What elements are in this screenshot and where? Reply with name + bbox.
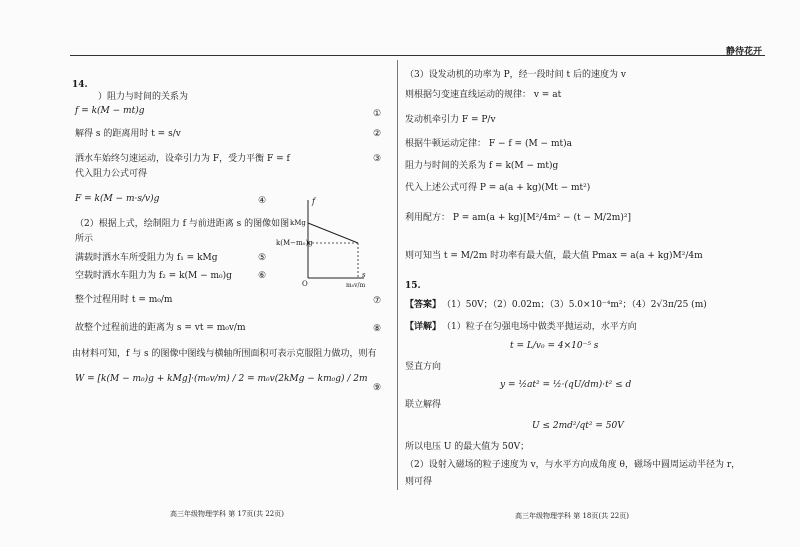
detail-line-3: 竖直方向 [405, 362, 442, 372]
header-label: 静待花开 [725, 47, 762, 57]
left-line-7: （2）根据上式，绘制阻力 f 与前进距离 s 的图像如图 [75, 219, 290, 229]
detail-line-9: 则可得 [405, 477, 433, 487]
eq-num-6: ⑥ [258, 271, 267, 281]
header-rule [70, 55, 765, 56]
graph-x-axis-label: s [362, 271, 366, 279]
detail-line-5: 联立解得 [405, 400, 442, 410]
detail-line-6: U ≤ 2md²/qt² = 50V [532, 421, 624, 431]
right-line-6: 代入上述公式可得 P = a(a + kg)(Mt − mt²) [405, 183, 591, 193]
right-line-1: （3）设发动机的功率为 P，经一段时间 t 后的速度为 v [405, 70, 626, 80]
left-line-14: W = [k(M − m₀)g + kMg]·(m₀v/m) / 2 = m₀v(2kMg − km₀g) / 2m [75, 374, 368, 384]
left-line-1: ）阻力与时间的关系为 [98, 92, 189, 102]
right-line-4: 根据牛顿运动定律： F − f = (M − mt)a [405, 139, 572, 149]
column-divider [397, 60, 398, 490]
answer-tag: 【答案】 [405, 300, 442, 310]
right-line-8: 则可知当 t = M/2m 时功率有最大值，最大值 Pmax = a(a + kg)M²/4m [405, 251, 703, 261]
left-line-6: F = k(M − m·s/v)g [75, 194, 160, 204]
detail-line-2: t = L/v₀ = 4×10⁻⁵ s [510, 341, 599, 351]
eq-num-2: ② [373, 129, 382, 139]
graph-y-bottom-label: k(M−m₀)g [276, 239, 313, 247]
detail-line-8: （2）设射入磁场的粒子速度为 v，与水平方向成角度 θ，磁场中圆周运动半径为 r， [405, 460, 741, 470]
left-line-10: 空载时洒水车阻力为 f₂ = k(M − m₀)g [75, 271, 232, 281]
left-line-8: 所示 [75, 234, 94, 244]
problem-14-number: 14. [72, 80, 88, 90]
detail-line-1: （1）粒子在匀强电场中做类平抛运动，水平方向 [442, 322, 637, 332]
detail-line-7: 所以电压 U 的最大值为 50V； [405, 442, 530, 452]
left-line-3: 解得 s 的距离用时 t = s/v [75, 129, 181, 139]
left-line-5: 代入阻力公式可得 [75, 169, 148, 179]
detail-line-4: y = ½at² = ½·(qU/dm)·t² ≤ d [500, 380, 632, 390]
graph-y-top-label: kMg [290, 219, 306, 227]
eq-num-8: ⑧ [373, 324, 382, 334]
left-line-2: f = k(M − mt)g [75, 106, 145, 116]
left-line-9: 满载时洒水车所受阻力为 f₁ = kMg [75, 253, 218, 263]
answer-text: （1）50V；（2）0.02m；（3）5.0×10⁻⁴m²；（4）2√3π/25 (m) [442, 300, 707, 310]
footer-left: 高三年级物理学科 第 17页(共 22页) [170, 510, 284, 518]
eq-num-7: ⑦ [373, 296, 382, 306]
eq-num-3: ③ [373, 154, 382, 164]
right-line-7: 利用配方： P = am(a + kg)[M²/4m² − (t − M/2m)²] [405, 213, 631, 223]
eq-num-4: ④ [258, 196, 267, 206]
right-line-5: 阻力与时间的关系为 f = k(M − mt)g [405, 161, 559, 171]
left-line-13: 由材料可知，f 与 s 的图像中图线与横轴所围面积可表示克服阻力做功，则有 [72, 349, 377, 359]
graph-y-axis-label: f [312, 197, 315, 206]
eq-num-9: ⑨ [373, 383, 382, 393]
detail-tag: 【详解】 [405, 322, 442, 332]
footer-right: 高三年级物理学科 第 18页(共 22页) [515, 512, 629, 520]
problem-15-number: 15. [405, 281, 421, 291]
right-line-2: 则根据匀变速直线运动的规律： v = at [405, 90, 562, 100]
left-line-11: 整个过程用时 t = m₀/m [75, 295, 173, 305]
graph-origin-label: O [302, 280, 308, 288]
right-line-3: 发动机牵引力 F = P/v [405, 115, 496, 125]
left-line-4: 洒水车始终匀速运动，设牵引力为 F，受力平衡 F = f [75, 154, 290, 164]
left-line-12: 故整个过程前进的距离为 s = vt = m₀v/m [75, 323, 246, 333]
graph-x-mark-label: m₀v/m [346, 282, 366, 289]
eq-num-5: ⑤ [258, 253, 267, 263]
eq-num-1: ① [373, 109, 382, 119]
